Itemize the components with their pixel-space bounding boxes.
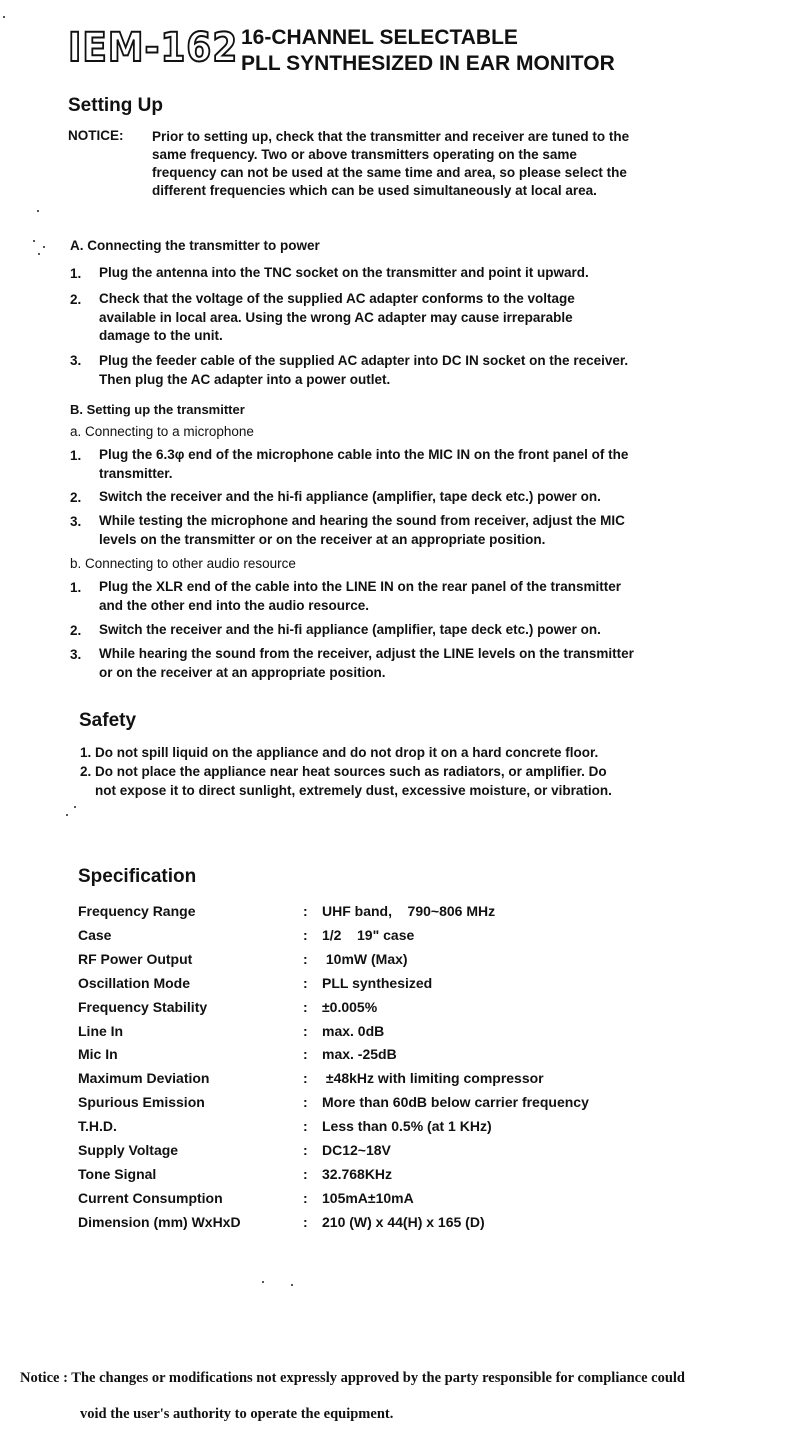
setting-up-heading: Setting Up: [68, 95, 163, 116]
list-number: 2.: [70, 490, 82, 505]
scan-speck: [38, 253, 40, 255]
spec-separator: :: [303, 1214, 308, 1230]
spec-value: More than 60dB below carrier frequency: [322, 1094, 589, 1110]
list-item: [99, 264, 719, 283]
scan-speck: [74, 806, 76, 808]
spec-value: 1/2 19" case: [322, 927, 415, 943]
spec-value: Less than 0.5% (at 1 KHz): [322, 1118, 492, 1134]
notice-text: [152, 128, 712, 200]
safety-line: 2. Do not place the appliance near heat sources such as radiators, or amplifier. Do: [80, 764, 607, 779]
spec-separator: :: [303, 1166, 308, 1182]
list-item-line: Plug the antenna into the TNC socket on the transmitter and point it upward.: [99, 265, 589, 280]
spec-value: max. -25dB: [322, 1046, 397, 1062]
scan-speck: [37, 210, 39, 212]
spec-label: Supply Voltage: [78, 1142, 179, 1158]
spec-value: 10mW (Max): [322, 951, 408, 967]
list-item: [99, 645, 719, 682]
spec-value: PLL synthesized: [322, 975, 433, 991]
notice-line: Prior to setting up, check that the transmitter and receiver are tuned to the: [152, 129, 630, 144]
scan-speck: [43, 246, 45, 248]
list-item-line: and the other end into the audio resource.: [99, 597, 370, 613]
notice-line: frequency can not be used at the same time and area, so please select the: [152, 165, 627, 180]
scan-speck: [33, 240, 35, 242]
spec-separator: :: [303, 903, 308, 919]
notice-line: different frequencies which can be used simultaneously at local area.: [152, 183, 597, 198]
spec-label: Oscillation Mode: [78, 975, 191, 991]
spec-value: max. 0dB: [322, 1023, 385, 1039]
list-item-line: While testing the microphone and hearing the sound from receiver, adjust the MIC: [99, 513, 625, 528]
list-item: [99, 578, 719, 615]
spec-separator: :: [303, 951, 308, 967]
title-line-1: 16-CHANNEL SELECTABLE: [241, 26, 518, 49]
list-item-line: Switch the receiver and the hi-fi appliance (amplifier, tape deck etc.) power on.: [99, 489, 601, 504]
sub-b-heading: b. Connecting to other audio resource: [70, 556, 296, 571]
list-item-line: Plug the XLR end of the cable into the LINE IN on the rear panel of the transmitter: [99, 579, 622, 594]
scan-speck: [3, 16, 5, 18]
spec-separator: :: [303, 1190, 308, 1206]
spec-label: Dimension (mm) WxHxD: [78, 1214, 241, 1230]
product-logo: IEM-162: [68, 25, 239, 71]
spec-label: Frequency Range: [78, 903, 196, 919]
spec-value: DC12~18V: [322, 1142, 391, 1158]
spec-value: 32.768KHz: [322, 1166, 393, 1182]
list-item-line: levels on the transmitter or on the receiver at an appropriate position.: [99, 531, 546, 547]
list-item: [99, 352, 719, 389]
spec-label: Maximum Deviation: [78, 1070, 210, 1086]
list-item-line: damage to the unit.: [99, 328, 223, 343]
safety-list: [80, 743, 720, 800]
list-number: 3.: [70, 514, 82, 529]
list-item-line: Plug the feeder cable of the supplied AC adapter into DC IN socket on the receiver.: [99, 353, 629, 368]
list-item-line: transmitter.: [99, 465, 173, 481]
spec-separator: :: [303, 1118, 308, 1134]
spec-label: Frequency Stability: [78, 999, 208, 1015]
list-item-line: or on the receiver at an appropriate position.: [99, 664, 386, 680]
safety-heading: Safety: [79, 710, 137, 731]
notice-line: same frequency. Two or above transmitters operating on the same: [152, 147, 577, 162]
list-item-line: Then plug the AC adapter into a power outlet.: [99, 371, 391, 387]
scan-speck: [66, 814, 68, 816]
notice-label: NOTICE:: [68, 128, 124, 143]
title-line-2: PLL SYNTHESIZED IN EAR MONITOR: [241, 52, 615, 75]
spec-separator: :: [303, 1023, 308, 1039]
list-number: 2.: [70, 623, 82, 638]
list-number: 3.: [70, 353, 82, 368]
spec-value: 210 (W) x 44(H) x 165 (D): [322, 1214, 485, 1230]
list-number: 1.: [70, 580, 82, 595]
spec-separator: :: [303, 1046, 308, 1062]
list-item-line: While hearing the sound from the receiver, adjust the LINE levels on the transmitter: [99, 646, 634, 661]
list-item-line: Plug the 6.3φ end of the microphone cable into the MIC IN on the front panel of the: [99, 447, 629, 462]
list-item: [99, 488, 719, 507]
spec-label: Mic In: [78, 1046, 118, 1062]
list-item: [99, 621, 719, 640]
list-item-line: available in local area. Using the wrong AC adapter may cause irreparable: [99, 309, 573, 325]
spec-value: ±0.005%: [322, 999, 378, 1015]
spec-separator: :: [303, 1094, 308, 1110]
list-item: [99, 446, 719, 483]
safety-line: not expose it to direct sunlight, extremely dust, excessive moisture, or vibration.: [80, 783, 612, 798]
footer-notice-line-2: void the user's authority to operate the equipment.: [80, 1406, 394, 1422]
specification-heading: Specification: [78, 866, 197, 887]
sub-a-heading: a. Connecting to a microphone: [70, 424, 254, 439]
safety-line: 1. Do not spill liquid on the appliance and do not drop it on a hard concrete floor.: [80, 745, 599, 760]
spec-separator: :: [303, 999, 308, 1015]
spec-value: 105mA±10mA: [322, 1190, 414, 1206]
spec-label: Spurious Emission: [78, 1094, 205, 1110]
list-item-line: Switch the receiver and the hi-fi appliance (amplifier, tape deck etc.) power on.: [99, 622, 601, 637]
list-item: [99, 290, 719, 346]
spec-label: Tone Signal: [78, 1166, 157, 1182]
list-number: 1.: [70, 448, 82, 463]
scan-speck: [262, 1281, 264, 1283]
list-number: 2.: [70, 292, 82, 307]
section-b-heading: B. Setting up the transmitter: [70, 402, 245, 417]
spec-separator: :: [303, 1070, 308, 1086]
spec-value: ±48kHz with limiting compressor: [322, 1070, 544, 1086]
spec-label: RF Power Output: [78, 951, 193, 967]
scan-speck: [291, 1284, 293, 1286]
spec-separator: :: [303, 1142, 308, 1158]
spec-label: T.H.D.: [78, 1118, 117, 1134]
spec-label: Current Consumption: [78, 1190, 223, 1206]
spec-label: Case: [78, 927, 112, 943]
spec-value: UHF band, 790~806 MHz: [322, 903, 496, 919]
section-a-heading: A. Connecting the transmitter to power: [70, 238, 320, 253]
spec-separator: :: [303, 927, 308, 943]
list-item-line: Check that the voltage of the supplied AC adapter conforms to the voltage: [99, 291, 575, 306]
list-number: 1.: [70, 266, 82, 281]
spec-separator: :: [303, 975, 308, 991]
list-number: 3.: [70, 647, 82, 662]
list-item: [99, 512, 719, 549]
footer-notice-line-1: Notice : The changes or modifications not expressly approved by the party responsible for compliance could: [20, 1370, 685, 1386]
spec-label: Line In: [78, 1023, 124, 1039]
